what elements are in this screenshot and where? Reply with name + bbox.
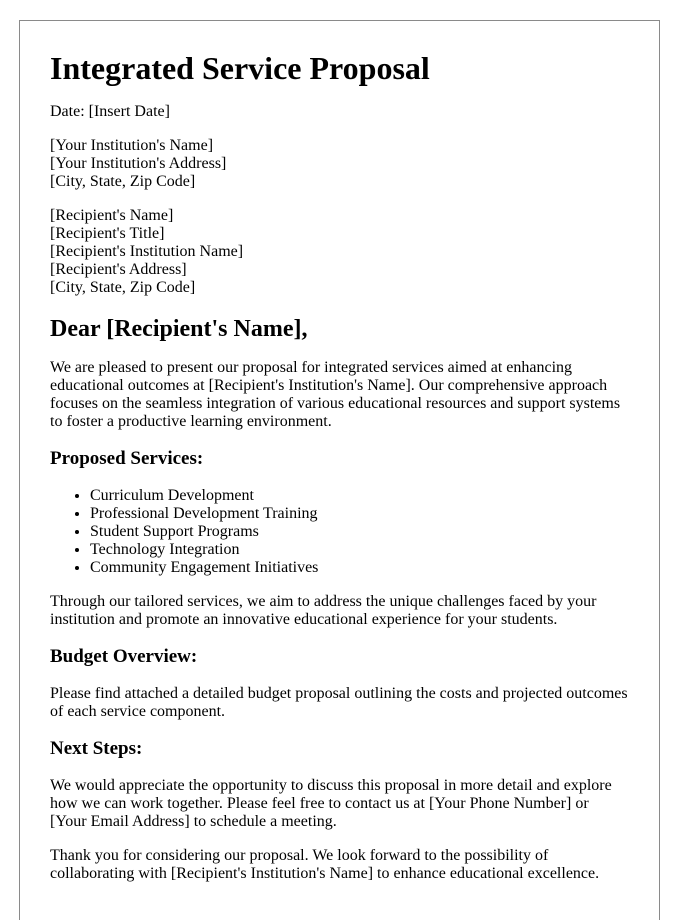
services-list	[50, 487, 629, 577]
recipient-line: [Recipient's Name]	[50, 207, 174, 224]
next-steps-heading: Next Steps:	[50, 738, 143, 759]
list-item: • Professional Development Training	[90, 505, 629, 523]
recipient-address	[50, 207, 629, 297]
date-line: Date: [Insert Date]	[50, 103, 170, 120]
recipient-line: [Recipient's Institution Name]	[50, 243, 244, 260]
recipient-line: [Recipient's Title]	[50, 225, 165, 242]
closing-paragraph: Thank you for considering our proposal. We look forward to the possibility of collaborating with [Recipient's Institution's Name] to enhance educational excellence.	[50, 847, 600, 882]
page-title: Integrated Service Proposal	[50, 50, 430, 86]
list-item: • Technology Integration	[90, 541, 629, 559]
next-steps-paragraph: We would appreciate the opportunity to discuss this proposal in more detail and explore how we can work together. Please feel free to contact us at [Your Phone Number] or [Your Email Address] to schedule a meeting.	[50, 777, 612, 830]
intro-paragraph: We are pleased to present our proposal for integrated services aimed at enhancing educational outcomes at [Recipient's Institution's Name]. Our comprehensive approach focuses on the seamless integration of various educational resources and support systems to foster a productive learning environment.	[50, 359, 621, 430]
recipient-line: [Recipient's Address]	[50, 261, 187, 278]
budget-heading: Budget Overview:	[50, 646, 198, 667]
sender-line: [Your Institution's Address]	[50, 155, 227, 172]
list-item: • Community Engagement Initiatives	[90, 559, 629, 577]
budget-paragraph: Please find attached a detailed budget proposal outlining the costs and projected outcomes of each service component.	[50, 685, 628, 720]
sender-address	[50, 137, 629, 191]
recipient-line: [City, State, Zip Code]	[50, 279, 196, 296]
list-item: • Student Support Programs	[90, 523, 629, 541]
sender-line: [City, State, Zip Code]	[50, 173, 196, 190]
list-item: • Curriculum Development	[90, 487, 629, 505]
services-summary: Through our tailored services, we aim to address the unique challenges faced by your institution and promote an innovative educational experience for your students.	[50, 593, 597, 628]
letter-page	[19, 20, 660, 920]
sender-line: [Your Institution's Name]	[50, 137, 214, 154]
salutation: Dear [Recipient's Name],	[50, 316, 308, 342]
services-heading: Proposed Services:	[50, 448, 204, 469]
